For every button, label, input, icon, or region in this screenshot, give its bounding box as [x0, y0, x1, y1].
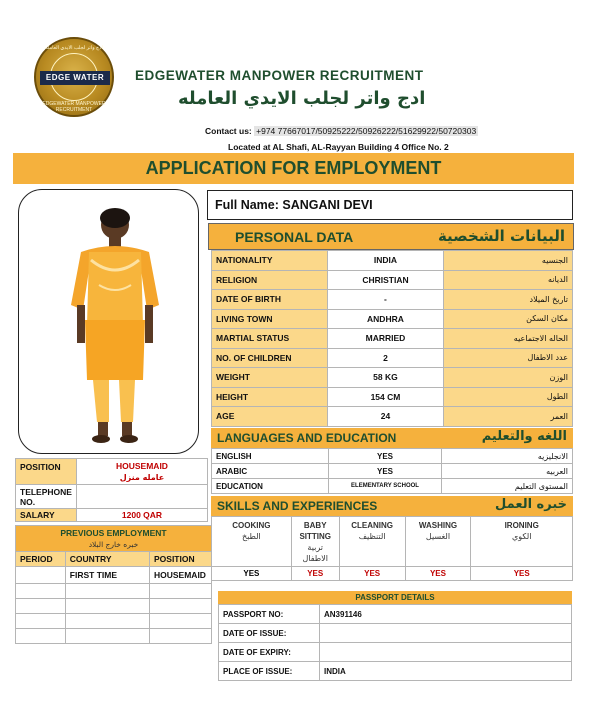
passport-value [320, 624, 572, 643]
telephone-value [76, 485, 207, 509]
personal-data-arabic-label: تاريخ الميلاد [444, 290, 573, 310]
skills-table [211, 516, 573, 581]
position-label: POSITION [16, 459, 77, 485]
passport-value [320, 643, 572, 662]
personal-data-label: WEIGHT [212, 368, 328, 388]
previous-employment-row [16, 599, 212, 614]
personal-data-row [212, 368, 573, 388]
skill-name-arabic: الكوي [511, 532, 532, 541]
skill-value: YES [405, 567, 471, 581]
applicant-photo [18, 189, 199, 454]
company-logo [34, 37, 114, 117]
personal-data-label: HEIGHT [212, 387, 328, 407]
previous-employment-row [16, 584, 212, 599]
skill-name-arabic: الطبخ [241, 532, 261, 541]
passport-label: DATE OF ISSUE: [219, 624, 320, 643]
languages-heading: LANGUAGES AND EDUCATION [217, 431, 397, 445]
skills-header [211, 496, 573, 516]
previous-employment-column-header: COUNTRY [65, 552, 149, 567]
salary-value: 1200 QAR [76, 509, 207, 522]
previous-employment-heading: PREVIOUS EMPLOYMENT [60, 527, 167, 538]
languages-header [211, 428, 573, 448]
previous-employment-header [16, 526, 212, 552]
logo-ring-top-text: ادج واتر لجلب الايدي العامله [45, 45, 103, 51]
position-table [15, 458, 208, 522]
skill-value: YES [212, 567, 292, 581]
skill-value: YES [471, 567, 573, 581]
language-row [212, 479, 573, 494]
personal-data-row [212, 270, 573, 290]
salary-label: SALARY [16, 509, 77, 522]
skill-header-cell [405, 517, 471, 567]
full-name-field: Full Name: SANGANI DEVI [207, 190, 573, 220]
personal-data-row [212, 290, 573, 310]
skill-name-arabic: الغسيل [425, 532, 451, 541]
personal-data-arabic-label: الطول [444, 387, 573, 407]
skill-value: YES [291, 567, 339, 581]
previous-employment-heading-arabic: خبره خارج البلاد [88, 539, 139, 549]
language-arabic-label: العربيه [442, 464, 573, 479]
personal-data-arabic-label: الديانه [444, 270, 573, 290]
personal-data-value: 154 CM [327, 387, 443, 407]
previous-employment-cell [16, 599, 66, 614]
previous-employment-cell: HOUSEMAID [150, 567, 212, 584]
previous-employment-row [16, 629, 212, 644]
applicant-photo-figure [19, 190, 199, 454]
previous-employment-cell: FIRST TIME [65, 567, 149, 584]
languages-heading-arabic: اللغه والتعليم [481, 429, 567, 444]
personal-data-arabic-label: الحاله الاجتماعيه [444, 329, 573, 349]
skills-heading: SKILLS AND EXPERIENCES [217, 499, 378, 513]
personal-data-row [212, 387, 573, 407]
personal-data-heading-arabic: البيانات الشخصية [437, 227, 565, 245]
previous-employment-cell [16, 614, 66, 629]
personal-data-label: RELIGION [212, 270, 328, 290]
skill-header-cell [212, 517, 292, 567]
contact-label: Contact us: [205, 126, 252, 136]
personal-data-label: LIVING TOWN [212, 309, 328, 329]
personal-data-arabic-label: عدد الاطفال [444, 348, 573, 368]
skill-name: WASHING [418, 521, 458, 530]
telephone-label: TELEPHONE NO. [16, 485, 77, 509]
personal-data-label: MARTIAL STATUS [212, 329, 328, 349]
personal-data-label: AGE [212, 407, 328, 427]
previous-employment-column-header: PERIOD [16, 552, 66, 567]
previous-employment-cell [65, 629, 149, 644]
language-arabic-label: الانجليزيه [442, 449, 573, 464]
previous-employment-cell [16, 567, 66, 584]
passport-row [219, 624, 572, 643]
skill-name-arabic: التنظيف [358, 532, 386, 541]
logo-band-text: EDGE WATER [40, 71, 110, 85]
passport-row [219, 662, 572, 681]
previous-employment-cell [16, 629, 66, 644]
languages-table [211, 448, 573, 494]
language-arabic-label: المستوى التعليم [442, 479, 573, 494]
position-value-arabic: عامله منزل [119, 472, 165, 482]
position-value-en: HOUSEMAID [116, 460, 168, 471]
logo-ring-bottom-text: EDGEWATER MANPOWER RECRUITMENT [42, 101, 106, 113]
personal-data-arabic-label: الجنسيه [444, 251, 573, 271]
passport-row [219, 605, 572, 624]
previous-employment-cell [150, 614, 212, 629]
personal-data-value: 24 [327, 407, 443, 427]
personal-data-heading: PERSONAL DATA [235, 229, 354, 245]
language-label: ARABIC [212, 464, 329, 479]
language-label: ENGLISH [212, 449, 329, 464]
language-row [212, 449, 573, 464]
application-title: APPLICATION FOR EMPLOYMENT [13, 153, 574, 184]
passport-table [218, 604, 572, 681]
personal-data-value: ANDHRA [327, 309, 443, 329]
skill-header-cell [471, 517, 573, 567]
personal-data-label: NO. OF CHILDREN [212, 348, 328, 368]
skill-header-cell [339, 517, 405, 567]
previous-employment-cell [65, 599, 149, 614]
previous-employment-cell [150, 629, 212, 644]
skill-name: COOKING [232, 521, 271, 530]
previous-employment-row [16, 614, 212, 629]
location-line: Located at AL Shafi, AL-Rayyan Building 4 Office No. 2 [228, 142, 449, 152]
personal-data-value: CHRISTIAN [327, 270, 443, 290]
skill-name: BABY SITTING [299, 521, 331, 541]
previous-employment-cell [150, 584, 212, 599]
previous-employment-column-header: POSITION [150, 552, 212, 567]
passport-details-header: PASSPORT DETAILS [218, 591, 572, 604]
skills-heading-arabic: خبره العمل [495, 497, 567, 512]
personal-data-row [212, 407, 573, 427]
language-value: YES [329, 449, 442, 464]
language-row [212, 464, 573, 479]
previous-employment-row [16, 567, 212, 584]
personal-data-arabic-label: الوزن [444, 368, 573, 388]
skill-name-arabic: تربية الاطفال [302, 543, 328, 563]
personal-data-arabic-label: العمر [444, 407, 573, 427]
personal-data-value: 58 KG [327, 368, 443, 388]
personal-data-table [211, 250, 573, 427]
passport-value: INDIA [320, 662, 572, 681]
language-label: EDUCATION [212, 479, 329, 494]
personal-data-row [212, 251, 573, 271]
language-value: YES [329, 464, 442, 479]
previous-employment-cell [150, 599, 212, 614]
skill-name: CLEANING [351, 521, 394, 530]
language-value: ELEMENTARY SCHOOL [329, 479, 442, 494]
contact-line [205, 126, 478, 136]
previous-employment-cell [16, 584, 66, 599]
personal-data-label: DATE OF BIRTH [212, 290, 328, 310]
skill-value: YES [339, 567, 405, 581]
personal-data-value: - [327, 290, 443, 310]
personal-data-header [208, 223, 574, 250]
personal-data-row [212, 329, 573, 349]
company-name-arabic: ادج واتر لجلب الايدي العامله [178, 88, 426, 109]
previous-employment-cell [65, 614, 149, 629]
personal-data-value: MARRIED [327, 329, 443, 349]
contact-phones: +974 77667017/50925222/50926222/51629922/50720303 [256, 126, 477, 136]
personal-data-label: NATIONALITY [212, 251, 328, 271]
skill-name: IRONING [504, 521, 539, 530]
passport-label: DATE OF EXPIRY: [219, 643, 320, 662]
passport-label: PASSPORT NO: [219, 605, 320, 624]
previous-employment-table [15, 525, 212, 644]
passport-row [219, 643, 572, 662]
skill-header-cell [291, 517, 339, 567]
personal-data-value: INDIA [327, 251, 443, 271]
previous-employment-cell [65, 584, 149, 599]
passport-label: PLACE OF ISSUE: [219, 662, 320, 681]
personal-data-arabic-label: مكان السكن [444, 309, 573, 329]
personal-data-row [212, 309, 573, 329]
passport-value: AN391146 [320, 605, 572, 624]
position-value [76, 459, 207, 485]
personal-data-value: 2 [327, 348, 443, 368]
company-name: EDGEWATER MANPOWER RECRUITMENT [135, 68, 424, 83]
personal-data-row [212, 348, 573, 368]
